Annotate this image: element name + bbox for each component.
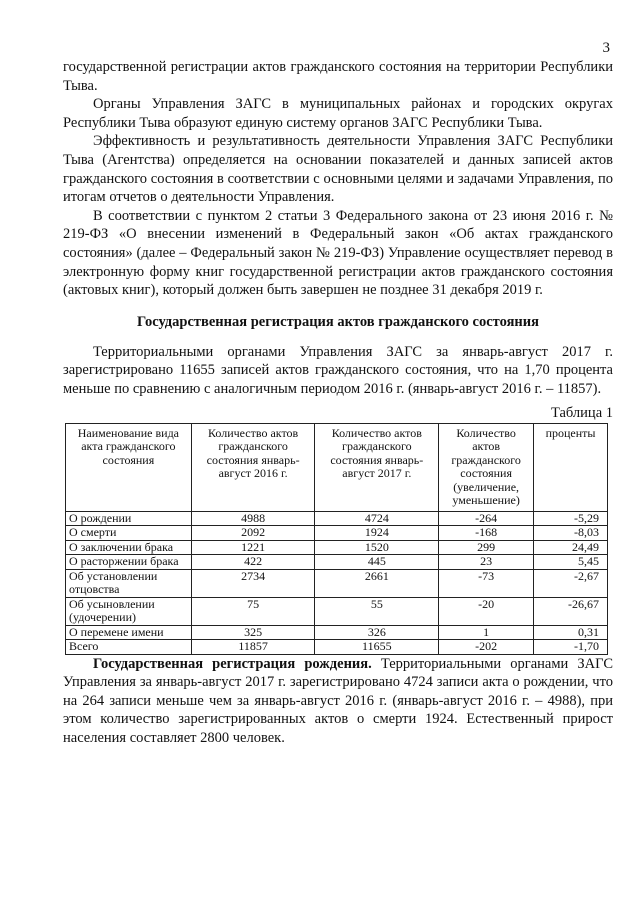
row-percent: -26,67 bbox=[534, 597, 608, 625]
row-2017: 445 bbox=[315, 555, 439, 570]
table-row-total bbox=[66, 640, 608, 655]
paragraph: Эффективность и результативность деятельности Управления ЗАГС Республики Тыва (Агентства) определяется на основании показателей и данных записей актов гражданского состояния в соответствии с основными целями и задачами Управления, по итогам отчетов о деятельности Управления. bbox=[63, 133, 613, 206]
header-percent: проценты bbox=[534, 423, 608, 511]
header-diff: Количество актов гражданского состояния (увеличение, уменьшение) bbox=[439, 423, 534, 511]
header-2016: Количество актов гражданского состояния январь-август 2016 г. bbox=[191, 423, 315, 511]
row-name: О заключении брака bbox=[66, 540, 192, 555]
row-diff: -264 bbox=[439, 511, 534, 526]
row-diff: -168 bbox=[439, 526, 534, 541]
births-lead: Государственная регистрация рождения. bbox=[93, 655, 372, 672]
row-diff: -73 bbox=[439, 569, 534, 597]
document-body bbox=[63, 58, 613, 747]
paragraph: государственной регистрации актов гражданского состояния на территории Республики Тыва. bbox=[63, 59, 613, 94]
row-2017: 1924 bbox=[315, 526, 439, 541]
births-paragraph bbox=[63, 655, 613, 748]
table-row bbox=[66, 597, 608, 625]
row-2016: 11857 bbox=[191, 640, 315, 655]
row-percent: 0,31 bbox=[534, 625, 608, 640]
row-2016: 325 bbox=[191, 625, 315, 640]
row-percent: -5,29 bbox=[534, 511, 608, 526]
row-percent: -2,67 bbox=[534, 569, 608, 597]
table-header-row bbox=[66, 423, 608, 511]
row-2017: 55 bbox=[315, 597, 439, 625]
section-intro: Территориальными органами Управления ЗАГС за январь-август 2017 г. зарегистрировано 11655 записей актов гражданского состояния, что на 1,70 процента меньше по сравнению с аналогичным периодом 2016 г. (январь-август 2016 г. – 11857). bbox=[63, 343, 613, 397]
table-row bbox=[66, 555, 608, 570]
row-name: О смерти bbox=[66, 526, 192, 541]
row-percent: 24,49 bbox=[534, 540, 608, 555]
row-2017: 4724 bbox=[315, 511, 439, 526]
header-act-type: Наименование вида акта гражданского состояния bbox=[66, 423, 192, 511]
row-diff: 299 bbox=[439, 540, 534, 555]
section-title: Государственная регистрация актов гражданского состояния bbox=[137, 313, 539, 330]
row-name: Всего bbox=[66, 640, 192, 655]
table-row bbox=[66, 511, 608, 526]
row-2016: 4988 bbox=[191, 511, 315, 526]
row-diff: 1 bbox=[439, 625, 534, 640]
paragraph: Органы Управления ЗАГС в муниципальных районах и городских округах Республики Тыва образуют единую систему органов ЗАГС Республики Тыва. bbox=[63, 96, 613, 131]
row-diff: -202 bbox=[439, 640, 534, 655]
row-2016: 1221 bbox=[191, 540, 315, 555]
page-number: 3 bbox=[602, 40, 610, 56]
row-2017: 11655 bbox=[315, 640, 439, 655]
row-2017: 326 bbox=[315, 625, 439, 640]
row-2016: 2092 bbox=[191, 526, 315, 541]
row-2017: 2661 bbox=[315, 569, 439, 597]
row-name: Об усыновлении (удочерении) bbox=[66, 597, 192, 625]
row-diff: 23 bbox=[439, 555, 534, 570]
row-name: Об установлении отцовства bbox=[66, 569, 192, 597]
table-row bbox=[66, 569, 608, 597]
header-2017: Количество актов гражданского состояния январь-август 2017 г. bbox=[315, 423, 439, 511]
row-2016: 2734 bbox=[191, 569, 315, 597]
row-percent: -8,03 bbox=[534, 526, 608, 541]
row-2016: 422 bbox=[191, 555, 315, 570]
births-text: Территориальными органами ЗАГС Управления за январь-август 2017 г. зарегистрировано 4724 записи акта о рождении, что на 264 записи меньше чем за январь-август 2016 г. (январь-август 2016 г. – 4988), при этом количество зарегистрированных актов о смерти 1924. Естественный прирост населения составляет 2800 человек. bbox=[63, 655, 613, 746]
table-row bbox=[66, 526, 608, 541]
paragraph: В соответствии с пунктом 2 статьи 3 Федерального закона от 23 июня 2016 г. № 219-ФЗ «О внесении изменений в Федеральный закон «Об актах гражданского состояния» (далее – Федеральный закон № 219-ФЗ) Управление осуществляет перевод в электронную форму книг государственной регистрации актов гражданского состояния (актовых книг), который должен быть завершен не позднее 31 декабря 2019 г. bbox=[63, 207, 613, 299]
row-2017: 1520 bbox=[315, 540, 439, 555]
row-diff: -20 bbox=[439, 597, 534, 625]
row-2016: 75 bbox=[191, 597, 315, 625]
row-name: О перемене имени bbox=[66, 625, 192, 640]
row-percent: -1,70 bbox=[534, 640, 608, 655]
row-name: О расторжении брака bbox=[66, 555, 192, 570]
table-row bbox=[66, 540, 608, 555]
row-percent: 5,45 bbox=[534, 555, 608, 570]
acts-table bbox=[65, 423, 608, 655]
row-name: О рождении bbox=[66, 511, 192, 526]
table-row bbox=[66, 625, 608, 640]
table-caption: Таблица 1 bbox=[550, 404, 613, 421]
